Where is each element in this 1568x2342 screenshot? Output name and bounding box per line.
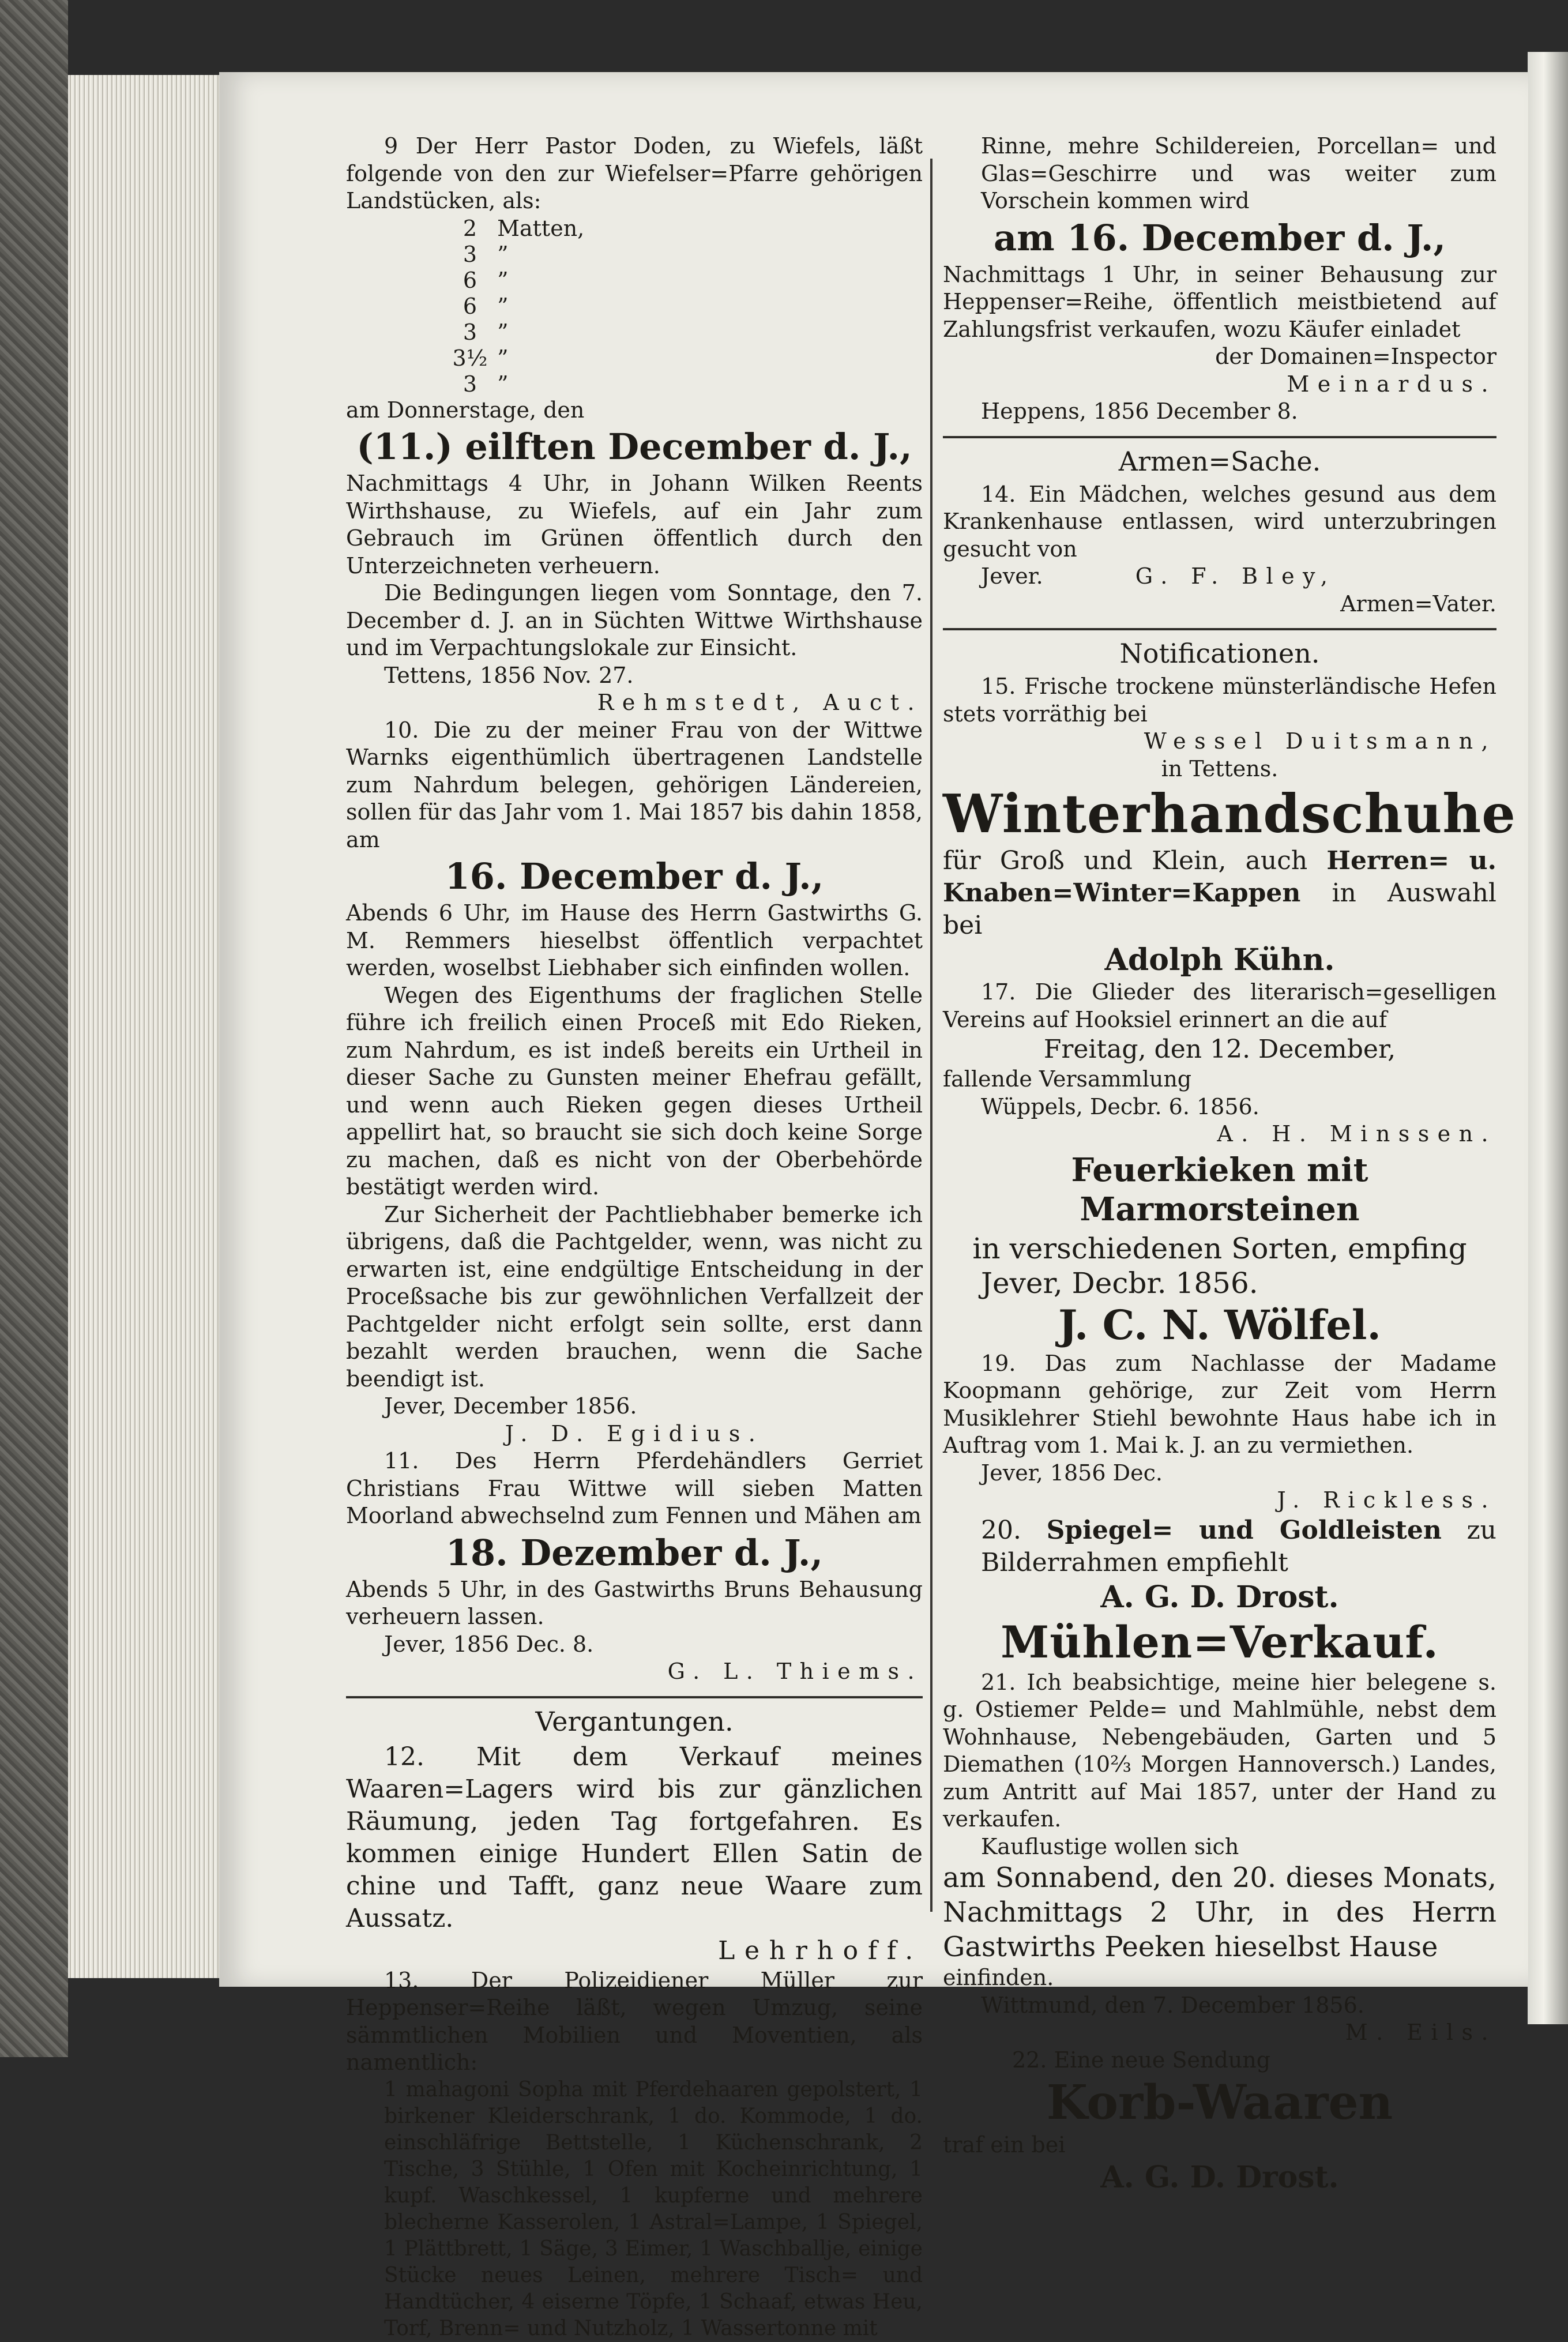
matten-row: 3 ”: [462, 371, 509, 397]
item21-body2: Kauflustige wollen sich: [981, 1833, 1239, 1859]
item9-body: Nachmittags 4 Uhr, in Johann Wilken Reents Wirthshause, zu Wiefels, auf ein Jahr zum Gebrauch im Grünen öffentlich durch den Unterzeichneten verheuern.: [346, 471, 923, 578]
item9-on: am Donnerstage, den: [346, 397, 585, 423]
item13-place: Heppens, 1856 December 8.: [981, 399, 1298, 424]
korb-waaren-heading: Korb-Waaren: [1046, 2075, 1393, 2130]
matten-row: 2 Matten,: [462, 215, 585, 241]
column-divider: [930, 159, 932, 1912]
matten-row: 3 ”: [462, 241, 509, 267]
item21-signature: M. Eils.: [1345, 2020, 1496, 2045]
section-rule: [943, 436, 1496, 438]
item17-signature: A. H. Minssen.: [1217, 1121, 1496, 1146]
book-spine: [0, 0, 68, 2057]
item12-body: 12. Mit dem Verkauf meines Waaren=Lagers wird bis zur gänzlichen Räumung, jeden Tag fortgefahren. Es kommen einige Hundert Ellen Satin de chine und Tafft, ganz neue Waare zum Aussatz.: [346, 1742, 923, 1933]
muehlen-verkauf-heading: Mühlen=Verkauf.: [1001, 1616, 1439, 1668]
item21-place: Wittmund, den 7. December 1856.: [981, 1992, 1364, 2018]
item10-signature: J. D. Egidius.: [505, 1420, 764, 1446]
item22-signature: A. G. D. Drost.: [1100, 2159, 1339, 2195]
facing-page-edge: [1528, 52, 1568, 2024]
section-rule: [346, 1696, 923, 1698]
item19-place: Jever, 1856 Dec.: [981, 1460, 1163, 1486]
newspaper-page: [219, 72, 1528, 2340]
item11-body: 11. Des Herrn Pferdehändlers Gerriet Christians Frau Wittwe will sieben Matten Moorland abwechselnd zum Fennen und Mähen am: [346, 1448, 923, 1528]
item17-body: 17. Die Glieder des literarisch=geselligen Vereins auf Hooksiel erinnert an die auf: [943, 979, 1496, 1032]
item22-body2: traf ein bei: [943, 2132, 1066, 2157]
item21-body3: einfinden.: [943, 1965, 1054, 1990]
item21-body: 21. Ich beabsichtige, meine hier belegene s. g. Ostiemer Pelde= und Mahlmühle, nebst dem Wohnhause, Nebengebäuden, Garten und 5 Diemathen (10⅔ Morgen Hannoversch.) Landes, zum Antritt auf Mai 1857, unter der Hand zu verkaufen.: [943, 1669, 1496, 1832]
matten-row: 3½ ”: [452, 345, 509, 371]
item20-signature: A. G. D. Drost.: [1100, 1579, 1339, 1615]
feuerkieken-signature: J. C. N. Wölfel.: [1058, 1300, 1381, 1349]
item14-body: 14. Ein Mädchen, welches gesund aus dem Krankenhause entlassen, wird unterzubringen gesucht von: [943, 481, 1496, 562]
item20-body: 20. Spiegel= und Goldleisten zu Bilderrahmen empfiehlt: [981, 1515, 1496, 1577]
item11-date: 18. Dezember d. J.,: [445, 1531, 824, 1574]
item15-signature: Wessel Duitsmann,: [1144, 728, 1496, 754]
item13-date: am 16. December d. J.,: [993, 216, 1446, 259]
matten-row: 3 ”: [462, 319, 509, 345]
winter-body: für Groß und Klein, auch Herren= u. Knaben=Winter=Kappen in Auswahl bei: [943, 846, 1496, 940]
section-rule: [943, 628, 1496, 630]
winter-signature: Adolph Kühn.: [1104, 942, 1335, 978]
item13-continued: Rinne, mehre Schildereien, Porcellan= und Glas=Geschirre und was weiter zum Vorschein kommen wird: [981, 133, 1496, 213]
item13-body2: Nachmittags 1 Uhr, in seiner Behausung zur Heppenser=Reihe, öffentlich meistbietend auf Zahlungsfrist verkaufen, wozu Käufer einladet: [943, 261, 1496, 342]
matten-row: 6 ”: [462, 267, 509, 293]
feuerkieken-heading: Feuerkieken mit Marmorsteinen: [1071, 1151, 1368, 1228]
item15-signature-place: in Tettens.: [1161, 755, 1279, 781]
item15-body: 15. Frische trockene münsterländische Hefen stets vorräthig bei: [943, 674, 1496, 727]
item21-big: am Sonnabend, den 20. dieses Monats, Nachmittags 2 Uhr, in des Herrn Gastwirths Peeken hieselbst Hause: [943, 1862, 1496, 1963]
item19-signature: J. Rickless.: [1277, 1487, 1496, 1513]
item17-date: Freitag, den 12. December,: [1043, 1035, 1396, 1064]
item9-conditions: Die Bedingungen liegen vom Sonntage, den 7. December d. J. an in Süchten Wittwe Wirthshause und im Verpachtungslokale zur Einsicht.: [346, 580, 923, 660]
item10-body3: Wegen des Eigenthums der fraglichen Stelle führe ich freilich einen Proceß mit Edo Rieken, zum Nahrdum, es ist indeß bereits ein Urtheil in dieser Sache zu Gunsten meiner Ehefrau gefällt, und wenn auch Rieken gegen dieses Urtheil appellirt hat, so braucht sie sich doch keine Sorge zu machen, daß es nicht von der Oberbehörde bestätigt werden wird.: [346, 982, 923, 1200]
matten-list: [346, 215, 923, 397]
item13-signature-title: der Domainen=Inspector: [1215, 344, 1496, 369]
feuerkieken-place: Jever, Decbr. 1856.: [981, 1266, 1258, 1300]
item9-date: (11.) eilften December d. J.,: [356, 426, 912, 468]
item10-date: 16. December d. J.,: [445, 855, 824, 897]
item10-body2: Abends 6 Uhr, im Hause des Herrn Gastwirths G. M. Remmers hieselbst öffentlich verpachtet werden, woselbst Liebhaber sich einfinden wollen.: [346, 900, 923, 980]
left-column: [346, 133, 923, 2342]
item12-signature: Lehrhoff.: [718, 1935, 923, 1965]
item9-place: Tettens, 1856 Nov. 27.: [384, 662, 634, 688]
item13-body: 13. Der Polizeidiener Müller zur Heppenser=Reihe läßt, wegen Umzug, seine sämmtlichen Mobilien und Moventien, als namentlich:: [346, 1967, 923, 2075]
item10-body: 10. Die zu der meiner Frau von der Wittwe Warnks eigenthümlich übertragenen Landstelle zum Nahrdum belegen, gehörigen Ländereien, sollen für das Jahr vom 1. Mai 1857 bis dahin 1858, am: [346, 717, 923, 852]
item22-body: 22. Eine neue Sendung: [1012, 2047, 1271, 2073]
item9-signature: Rehmstedt, Auct.: [597, 690, 923, 715]
item14-place: Jever. G. F. Bley,: [981, 563, 1336, 589]
item10-body4: Zur Sicherheit der Pachtliebhaber bemerke ich übrigens, daß die Pachtgelder, wenn, was nicht zu erwarten ist, eine endgültige Entscheidung in der Proceßsache bis zur gewöhnlichen Verfallzeit der Pachtgelder nicht erfolgt sein sollte, erst dann bezahlt werden brauchen, wenn die Sache beendigt ist.: [346, 1201, 923, 1392]
item11-body2: Abends 5 Uhr, in des Gastwirths Bruns Behausung verheuern lassen.: [346, 1576, 923, 1629]
section-heading-armen: Armen=Sache.: [1118, 445, 1321, 477]
item11-place: Jever, 1856 Dec. 8.: [384, 1631, 594, 1657]
item17-body2: fallende Versammlung: [943, 1066, 1192, 1092]
section-heading-vergantungen: Vergantungen.: [535, 1705, 734, 1737]
item13-signature-name: Meinardus.: [1287, 371, 1496, 397]
feuerkieken-line2: in verschiedenen Sorten, empfing: [972, 1231, 1467, 1265]
item17-place: Wüppels, Decbr. 6. 1856.: [981, 1093, 1259, 1119]
section-heading-notificationen: Notificationen.: [1119, 638, 1320, 669]
right-column: [943, 133, 1516, 2196]
item11-signature: G. L. Thiems.: [667, 1659, 923, 1684]
item19-body: 19. Das zum Nachlasse der Madame Koopmann gehörige, zur Zeit vom Herrn Musiklehrer Stiehl bewohnte Haus habe ich in Auftrag vom 1. Mai k. J. an zu vermiethen.: [943, 1350, 1496, 1458]
item14-signature-title: Armen=Vater.: [1340, 591, 1496, 616]
winterhandschuhe-heading: Winterhandschuhe: [943, 783, 1516, 845]
page-edges: [68, 75, 219, 1978]
item9-intro: 9 Der Herr Pastor Doden, zu Wiefels, läßt folgende von den zur Wiefelser=Pfarre gehörigen Landstücken, als:: [346, 133, 923, 213]
item10-place: Jever, December 1856.: [384, 1393, 637, 1419]
matten-row: 6 ”: [462, 293, 509, 319]
item13-inventory: 1 mahagoni Sopha mit Pferdehaaren gepolstert, 1 birkener Kleiderschrank, 1 do. Kommode, 1 do. einschläfrige Bettstelle, 1 Küchenschrank, 2 Tische, 3 Stühle, 1 Ofen mit Kocheinrichtung, 1 kupf. Waschkessel, 1 kupferne und mehrere blecherne Kasserolen, 1 Astral=Lampe, 1 Spiegel, 1 Plättbrett, 1 Säge, 3 Eimer, 1 Waschballje, einige Stücke neues Leinen, mehrere Tisch= und Handtücher, 4 eiserne Töpfe, 1 Schaaf, etwas Heu, Torf, Brenn= und Nutzholz, 1 Wassertonne mit: [384, 2077, 923, 2340]
